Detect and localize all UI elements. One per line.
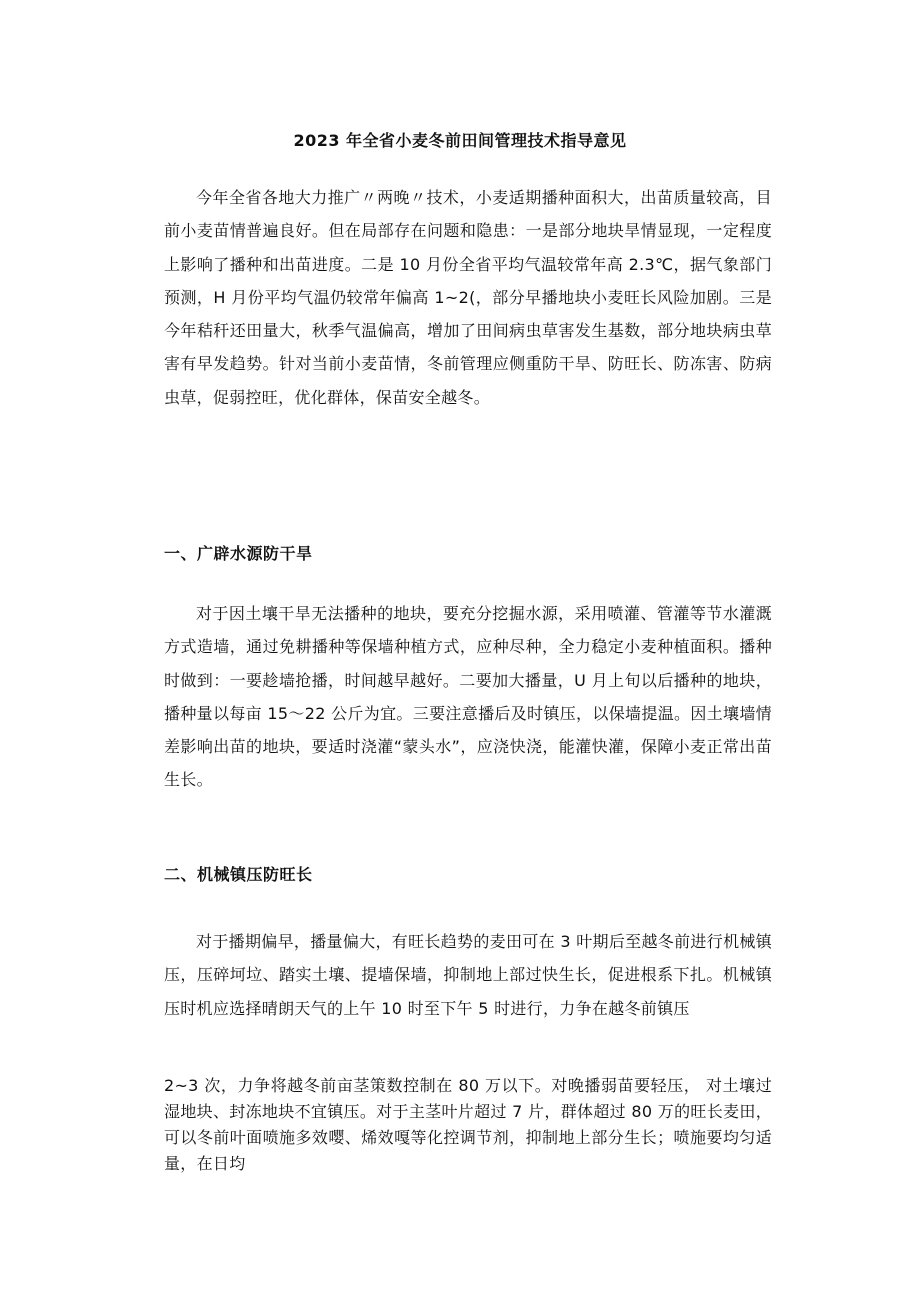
intro-paragraph: 今年全省各地大力推广〃两晚〃技术，小麦适期播种面积大，出苗质量较高，目前小麦苗情普遍良好。但在局部存在问题和隐患：一是部分地块旱情显现，一定程度上影响了播种和出苗进度。二是 10 月份全省平均气温较常年高 2.3℃，据气象部门预测，H 月份平均气温仍较常年偏高 1~2(，部分早播地块小麦旺长风险加剧。三是今年秸秆还田量大，秋季气温偏高，增加了田间病虫草害发生基数，部分地块病虫草害有早发趋势。针对当前小麦苗情，冬前管理应侧重防干旱、防旺长、防冻害、防病虫草，促弱控旺，优化群体，保苗安全越冬。 <box>164 188 772 407</box>
section-heading-drought: 一、广辟水源防干旱 <box>164 544 313 563</box>
document-title: 2023 年全省小麦冬前田间管理技术指导意见 <box>293 131 627 150</box>
section-body-rolling-part2: 2~3 次，力争将越冬前亩茎策数控制在 80 万以下。对晚播弱苗要轻压， 对土壤过湿地块、封冻地块不宜镇压。对于主茎叶片超过 7 片，群体超过 80 万的旺长麦田，可以冬前叶面喷施多效嘤、烯效嘎等化控调节剂，抑制地上部分生长；喷施要均匀适量，在日均 <box>164 1076 772 1173</box>
section-heading-rolling: 二、机械镇压防旺长 <box>164 865 313 884</box>
section-body-drought: 对于因土壤干旱无法播种的地块，要充分挖掘水源，采用喷灌、管灌等节水灌溉方式造墙，通过免耕播种等保墙种植方式，应种尽种，全力稳定小麦种植面积。播种时做到：一要趁墙抢播，时间越早越好。二要加大播量，U 月上旬以后播种的地块，播种量以每亩 15〜22 公斤为宜。三要注意播后及时镇压，以保墙提温。因土壤墙情差影响出苗的地块，要适时浇灌“蒙头水”，应浇快浇，能灌快灌，保障小麦正常出苗生长。 <box>164 604 772 790</box>
section-body-rolling-part1: 对于播期偏早，播量偏大，有旺长趋势的麦田可在 3 叶期后至越冬前进行机械镇压，压碎坷垃、踏实土壤、提墙保墙，抑制地上部过快生长，促进根系下扎。机械镇压时机应选择晴朗天气的上午 10 时至下午 5 时进行，力争在越冬前镇压 <box>164 932 772 1018</box>
